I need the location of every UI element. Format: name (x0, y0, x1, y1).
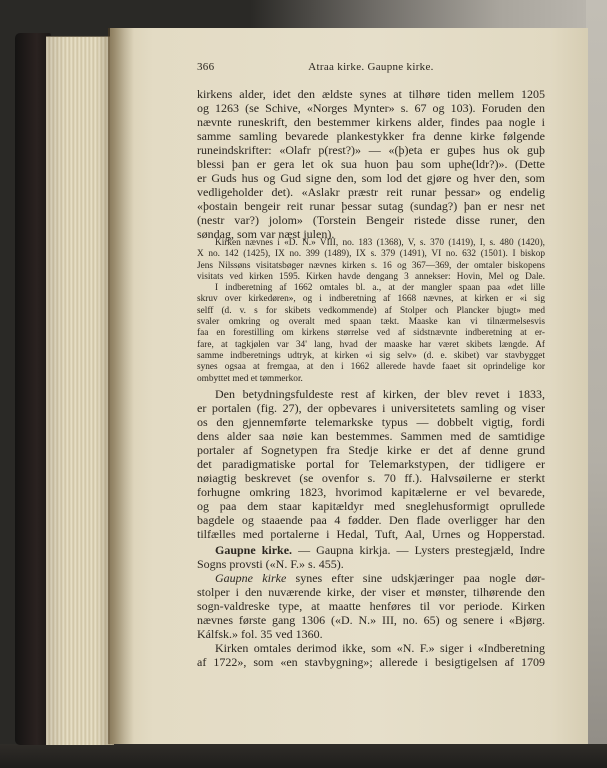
line-text: Jens Nilssøns visitatsbøger nævnes kirken s. 16 og 367—369, der omtaler biskopens (197, 260, 545, 271)
line-text: er portalen (fig. 27), der opbevares i universitetets samling og viser (197, 401, 545, 415)
text-line (197, 429, 545, 443)
background-right (586, 0, 607, 768)
line-continuation: synes efter sine udskjæringer paa nogle dør- (286, 571, 545, 585)
line-text: runeindskrifter: «Olafr p(rest?)» — «(þ)eta er guþes hus ok guþ (197, 143, 545, 157)
line-text: er Guds hus og Gud signe den, som lod det gjøre og hver den, som (197, 171, 545, 185)
line-text: Den betydningsfuldeste rest af kirken, der blev revet i 1833, (215, 387, 545, 401)
section-heading: Gaupne kirke. (215, 543, 293, 557)
text-line (197, 328, 545, 339)
line-text: søndag, som var næst julen). (197, 227, 335, 241)
line-text: selff (d. v. s for skibets vedkommende) af Stolper och Plancker bjugt» med (197, 305, 545, 316)
text-line (197, 415, 545, 429)
text-line (197, 443, 545, 457)
text-line (197, 261, 545, 272)
text-line (215, 238, 545, 249)
line-text: tilfælles med portalerne i Hedal, Tuft, Aal, Urnes og Hopperstad. (197, 527, 545, 541)
text-line (197, 101, 545, 115)
text-line (197, 294, 545, 305)
text-line (197, 613, 545, 627)
line-text: os den gjennemførte telemarkske typus — dobbelt vigtig, fordi (197, 415, 545, 429)
text-line (197, 306, 545, 317)
text-line (197, 471, 545, 485)
line-text: faa en forestilling om kirkens størrelse ved af sidstnævnte indberetning at er- (197, 328, 545, 339)
text-line (197, 199, 545, 213)
line-text (215, 571, 545, 585)
text-line (197, 585, 545, 599)
text-line (197, 374, 545, 385)
running-head: Atraa kirke. Gaupne kirke. (308, 61, 434, 73)
line-text (215, 543, 545, 557)
line-text: nøiagtig beskrevet (se ovenfor s. 70 ff.). Halvsøilerne er sterkt (197, 471, 545, 485)
line-text: fare, at tagkjølen var 34' lang, hvad der maaske har været skibets længde. Af (197, 339, 545, 350)
line-text: visitats ved kirken 1595. Kirken havde dengang 3 annekser: Hovin, Mel og Dale. (197, 271, 545, 282)
gutter-shadow (108, 28, 134, 744)
line-text: skruv over kirkedøren», og i indberetning af 1668 nævnes, at kirken er «i sig (197, 294, 545, 305)
line-text: X no. 142 (1425), IX no. 399 (1489), IX s. 379 (1491), VI no. 632 (1501). I biskop (197, 249, 545, 260)
text-line (197, 457, 545, 471)
text-line (197, 655, 545, 669)
line-text: nævnes første gang 1306 («D. N.» III, no. 65) og senere i «Bjørg. (197, 613, 545, 627)
line-text: samme samling bevarede plankestykker fra denne kirke følgende (197, 129, 545, 143)
text-line (197, 317, 545, 328)
paragraph (197, 387, 545, 541)
line-text: Kálfsk.» fol. 35 ved 1360. (197, 627, 323, 641)
text-line (197, 340, 545, 351)
line-text: vedligeholder det). «Aslakr præstr reit runar þessar» og endelig (197, 185, 545, 199)
text-line (197, 157, 545, 171)
text-line (215, 641, 545, 655)
line-text: synes ogsaa at fremgaa, at den i 1662 allerede havde faaet sit oprindelige kor (197, 362, 545, 373)
italic-term: Gaupne kirke (215, 571, 287, 585)
page-edges (46, 36, 114, 745)
line-text: portaler af Sognetypen fra Stedje kirke er det af denne grund (197, 443, 545, 457)
text-line (197, 143, 545, 157)
background-bottom (0, 744, 607, 768)
line-text: blessi þan er gera let ok sua huon þau som uphe(ldr?)». (Dette (197, 157, 545, 171)
text-line (215, 571, 545, 585)
text-line (215, 387, 545, 401)
text-line (197, 171, 545, 185)
line-text: stolper i den nuværende kirke, der viser et mønster, tilhørende den (197, 585, 545, 599)
text-line (215, 283, 545, 294)
line-text: af 1722», som «en stavbygning»; allerede i besigtigelsen af 1709 (197, 655, 545, 669)
text-line (197, 557, 545, 571)
line-text: bagdele og staaende paa 4 fødder. Den flade overligger har den (197, 513, 545, 527)
text-line (197, 401, 545, 415)
section-heading-line (215, 543, 545, 557)
text-line (197, 485, 545, 499)
line-text: (nestr var?) jolom» (Torstein Bengeir ristede disse runer, den (197, 213, 545, 227)
text-line (197, 129, 545, 143)
text-line (197, 272, 545, 283)
line-text: og 1263 (se Schive, «Norges Mynter» s. 67 og 103). Foruden den (197, 101, 545, 115)
text-line (197, 115, 545, 129)
notes-block (197, 238, 545, 385)
line-text: svaler omkring og overalt med spaan tækt. Maaske kan vi tilnærmelsesvis (197, 317, 545, 328)
text-line (197, 627, 545, 641)
text-line (197, 213, 545, 227)
line-text: Sogns provsti («N. F.» s. 455). (197, 557, 344, 571)
text-line (197, 362, 545, 373)
line-text: Kirken nævnes i «D. N.» VIII, no. 183 (1368), V, s. 370 (1419), I, s. 480 (1420), (215, 238, 545, 248)
line-text: samme indberetnings udtryk, at kirken «i sig selv» (d. e. skibet) var stavbygget (197, 350, 545, 361)
line-text: I indberetning af 1662 omtales bl. a., at der mangler spaan paa «det lille (215, 283, 545, 294)
section-gaupne (197, 543, 545, 669)
line-text: og paa dem staar kapitældyr med sneglehusformigt oprullede (197, 499, 545, 513)
text-line (197, 527, 545, 541)
paragraph (197, 87, 545, 241)
line-text: nævnte runeskrift, den bestemmer kirkens alder, findes paa nogle i (197, 115, 545, 129)
line-text: Kirken omtales derimod ikke, som «N. F.» siger i «Indberetning (215, 641, 545, 655)
text-line (197, 351, 545, 362)
line-text: dens alder saa nøie kan bestemmes. Sammen med de samtidige (197, 429, 545, 443)
text-line (197, 87, 545, 101)
text-line (197, 513, 545, 527)
page-header (197, 60, 545, 74)
text-line (197, 599, 545, 613)
text-line (197, 185, 545, 199)
page-number: 366 (197, 61, 215, 73)
heading-continuation: — Gaupna kirkja. — Lysters prestegjæld, Indre (292, 543, 545, 557)
text-line (197, 499, 545, 513)
line-text: kirkens alder, idet den ældste synes at tilhøre tiden mellem 1205 (197, 87, 545, 101)
text-line (197, 249, 545, 260)
line-text: ombyttet med et tømmerkor. (197, 373, 303, 384)
line-text: forhugne omkring 1823, hvorimod kapitælerne er vel bevarede, (197, 485, 545, 499)
line-text: «þostain bengeir reit runar þessar sutag (sundag?) þan er nesr net (197, 199, 545, 213)
line-text: sogn-valdreske type, at maatte henføres til vor periode. Kirken (197, 599, 545, 613)
line-text: det paradigmatiske portal for Telemarkstypen, der tidligere er (197, 457, 545, 471)
